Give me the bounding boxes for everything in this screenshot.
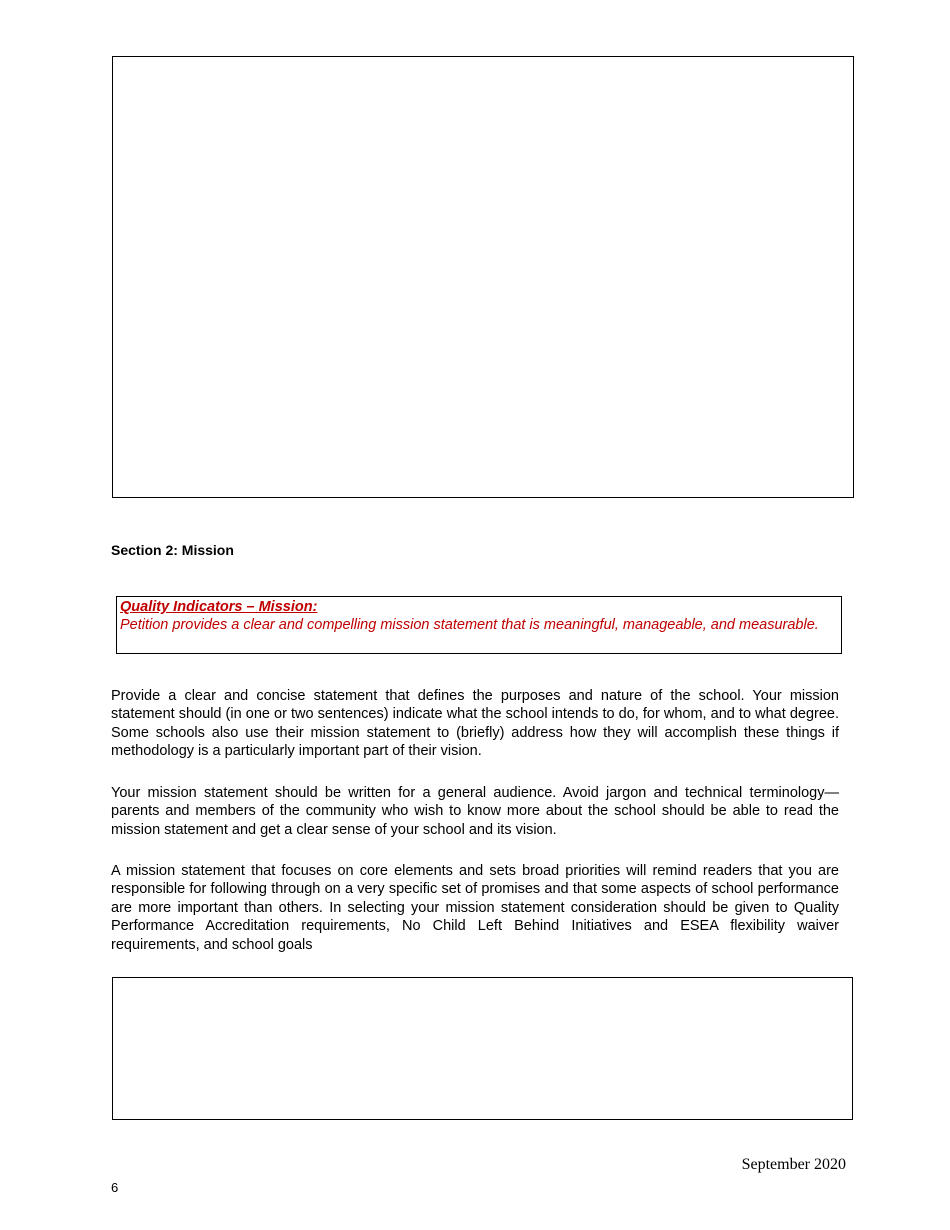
section-heading: Section 2: Mission bbox=[111, 542, 234, 558]
quality-indicators-box bbox=[116, 596, 842, 654]
quality-indicators-text: Petition provides a clear and compelling mission statement that is meaningful, manageable, and measurable. bbox=[120, 617, 819, 633]
mission-response-box[interactable] bbox=[112, 977, 853, 1120]
instruction-paragraph: Provide a clear and concise statement that defines the purposes and nature of the school. Your mission statement should (in one or two sentences) indicate what the school intends to do, for whom, and to what degree. Some schools also use their mission statement to (briefly) address how they will accomplish these things if methodology is a particularly important part of their vision. bbox=[111, 688, 839, 760]
instruction-paragraph: Your mission statement should be written for a general audience. Avoid jargon and technical terminology—parents and members of the community who wish to know more about the school should be able to read the mission statement and get a clear sense of your school and its vision. bbox=[111, 785, 839, 838]
quality-indicators-title: Quality Indicators – Mission: bbox=[120, 599, 318, 615]
footer-date: September 2020 bbox=[741, 1156, 846, 1173]
instruction-paragraph: A mission statement that focuses on core elements and sets broad priorities will remind readers that you are responsible for following through on a very specific set of promises and that some aspects of school performance are more important than others. In selecting your mission statement consideration should be given to Quality Performance Accreditation requirements, No Child Left Behind Initiatives and ESEA flexibility waiver requirements, and school goals bbox=[111, 863, 839, 953]
response-text-box-top[interactable] bbox=[112, 56, 854, 498]
page-number: 6 bbox=[111, 1180, 119, 1195]
